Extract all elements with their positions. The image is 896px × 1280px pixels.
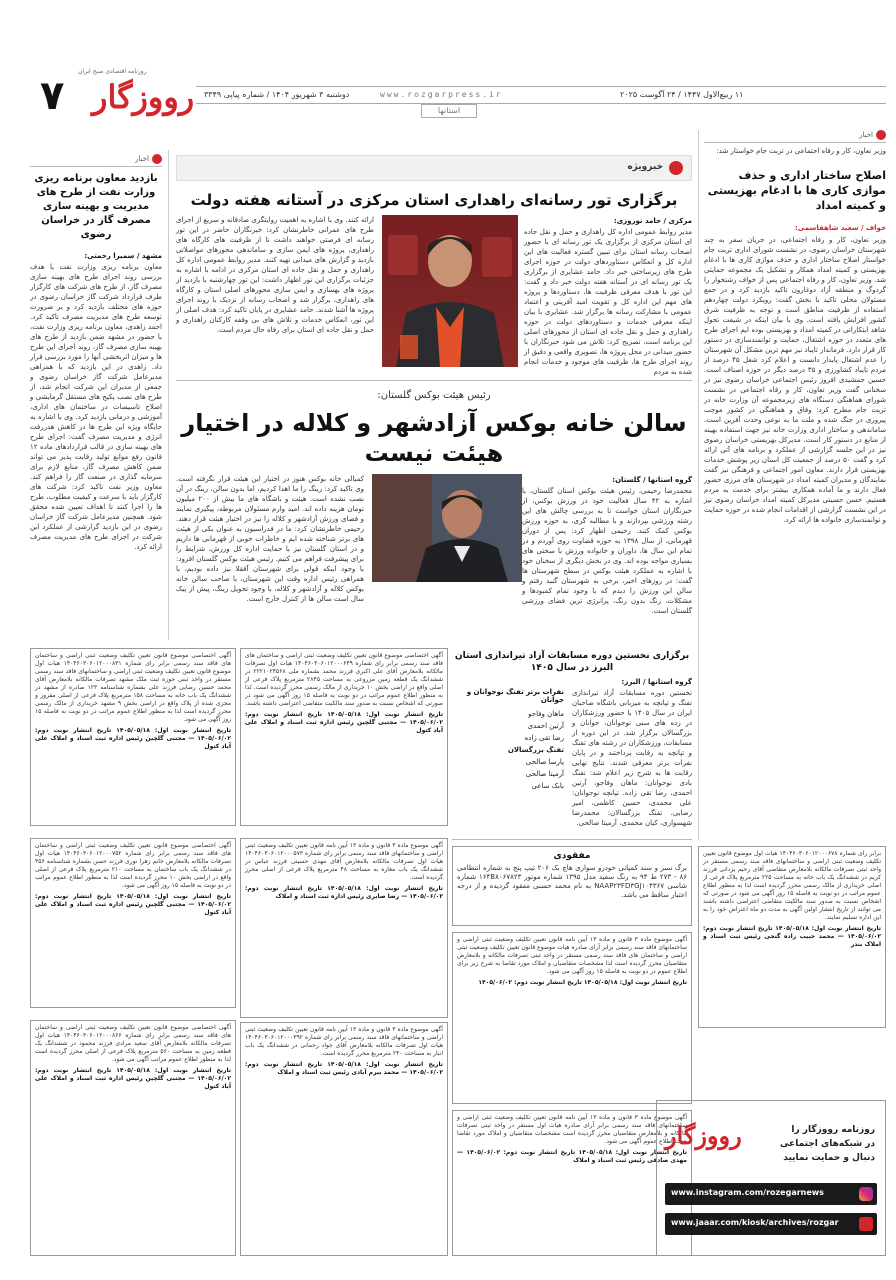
results-title: نفرات برتر تفنگ نوجوانان و جوانان — [466, 688, 564, 704]
promo-logo: رووزگار — [665, 1121, 742, 1150]
section-tag-label: اخبار — [859, 131, 873, 139]
logo: رووزگار — [92, 78, 195, 116]
byline: خواف / سعید شاهقاسمی: — [794, 224, 886, 232]
lead-tag — [176, 155, 692, 181]
lost-notice-body: برگ سبز و سند کمپانی خودرو سواری هاچ بک ۲۰۶ تیپ پنج به شماره انتظامی ۸۶ - ۲۷۳ ط ۹۴ به رنگ سفید مدل ۱۳۹۵ شماره موتور ۱۶۴B۸۰۶۷۸۲۳ شماره شاسی NAAP۲۳FD۳GJ۱۰۴۳۶۷ به نام محمد حسنی مفقود گردیده و از درجه اعتبار ساقط می باشد. — [457, 864, 687, 899]
boxing-story — [176, 390, 692, 636]
instagram-row[interactable] — [665, 1183, 877, 1205]
story-photo — [382, 215, 518, 367]
byline: گروه استانها / گلستان: — [612, 476, 692, 484]
photo-caption: کمبالی خانه بوکس هنوز در اختیار این هیئت قرار نگرفته است. وی تاکید کرد: رینگ را ما اهدا کردیم، اما بدون سالن، رینگ در آن نصب نشده است. هیئت و باشگاه های ما بیش از ۲۰۰ میلیون تومان هزینه داده اند. امید وارم مسئولان مربوطه، پیگیری نمایند و فضای ورزش آزادشهر و کلاله را نیز در اختیار هیئت قرار دهند. رحیمی خاطرنشان کرد: ما در فدراسیون به عنوان یکی از هیئت های برتر شناخته شده ایم و خاطرات خوبی از قهرمانی ها داریم و در استان گلستان نیز با حمایت اداره کل ورزش، شرایط را برای پیشرفت فراهم می کنیم. رئیس هیئت بوکس گلستان افزود: با وجود اینکه قولی برای شهرستان آققلا نیز داده بودیم، با همراهی رئیس اداره وقت این شهرستان، با صاحب سالن خانه بوکس کلاله و آزادشهر و کلاله، با وجود تحویل رینگ، پیش از پیک سال است سالن ها از کنترل خارج است. — [176, 475, 364, 603]
body-right: مدیر روابط عمومی اداره کل راهداری و حمل و نقل جاده ای استان مرکزی از برگزاری یک تور رسانه ای با حضور اصحاب رسانه استان برای تبیین گستره فعالیت های این اداره کل و انعکاس دستاوردهای دولت در حوزه اجرای طرح های زیرساختی خبر داد. حامد عشایری از برگزاری یک تور رسانه ای در آستانه هفته دولت خبر داد و گفت: این تور با هدف معرفی ظرفیت ها، دستاوردها و پروژه های مهم این اداره کل و تقویت امید آفرینی و اعتماد عمومی با مشارکت رسانه ها برگزار شد. عشایری با بیان اینکه معرفی خدمات و دستاوردهای دولت در حوزه راهداری و حمل و نقل جاده ای استان از محورهای اصلی این برنامه است، تصریح کرد: تلاش می شود خبرنگاران با حضور میدانی در محل پروژه ها، تصویری واقعی و دقیق از روند اجرای طرح ها، ظرفیت های موجود و خدمات انجام شده به مردم — [524, 228, 692, 376]
story-photo — [372, 474, 522, 582]
jaaar-icon — [859, 1217, 873, 1231]
instagram-icon — [859, 1187, 873, 1201]
tag-icon — [152, 154, 162, 164]
result-item: رضا تقی زاده — [524, 734, 564, 742]
legal-notice: آگهی اختصاصی موضوع قانون تعیین تکلیف وضعیت ثبتی اراضی و ساختمان های فاقد سند رسمی برابر رای شماره ۱۴۰۴۶۰۳۰۶۰۱۲۰۰۰۷۵۲ هیات اول تصرفات مالکانه بلامعارض خانم زهرا نوری فرزند حسن بشماره شناسنامه ۴۵۶ در ششدانگ یک باب ساختمان به مساحت ۲۱۰ مترمربع پلاک فرعی از اصلی واقع در اراضی بخش ۱۰ محرز گردیده است لذا به منظور اطلاع عموم مراتب در دو نوبت به فاصله ۱۵ روز آگهی می شود. تاریخ انتشار نوبت اول: ۱۴۰۵/۰۵/۱۸ تاریخ انتشار نوبت دوم: ۱۴۰۵/۰۶/۰۲ — مجتبی گلچین رئیس اداره ثبت اسناد و املاک علی آباد کتول — [30, 838, 236, 1008]
legal-notice: آگهی موضوع ماده ۳ قانون و ماده ۱۳ آیین نامه قانون تعیین تکلیف وضعیت ثبتی اراضی و ساختمانهای فاقد سند رسمی برابر آرای صادره هیات اول مستقر در واحد ثبتی تصرفات مالکانه و بلامعارض متقاضیان محرز گردیده است مشخصات متقاضیان و املاک مورد تقاضا جهت اطلاع عموم آگهی می شود. تاریخ انتشار نوبت اول: ۱۴۰۵/۰۵/۱۸ تاریخ انتشار نوبت دوم: ۱۴۰۵/۰۶/۰۲ — مهدی صادقی رئیس ثبت اسناد و املاک — [452, 1110, 692, 1256]
legal-notice: آگهی اختصاصی موضوع قانون تعیین تکلیف وضعیت ثبتی اراضی و ساختمان های فاقد سند رسمی برابر رای شماره ۱۴۰۴۶۰۳۰۶۰۱۲۰۰۰۸۶۶ هیات اول تصرفات مالکانه بلامعارض آقای سعید مرادی فرزند محمود در ششدانگ یک قطعه زمین به مساحت ۵۶۰ مترمربع پلاک فرعی از اصلی محرز گردیده است لذا به منظور اطلاع عموم مراتب آگهی می شود. تاریخ انتشار نوبت اول: ۱۴۰۵/۰۵/۱۸ تاریخ انتشار نوبت دوم: ۱۴۰۵/۰۶/۰۲ — مجتبی گلچین رئیس اداره ثبت اسناد و املاک علی آباد کتول — [30, 1020, 236, 1256]
kicker: رئیس هیئت بوکس گلستان: — [377, 390, 491, 401]
left-column — [30, 154, 162, 644]
body-right: محمدرضا رحیمی، رئیس هیئت بوکس استان گلستان، با اشاره به ۴۲ سال فعالیت خود در ورزش بوکس، از خبرنگاران استان خواست تا به بررسی چالش های این رشته ورزشی بپردازند و با مطالبه گری، به حوزه ورزش بوکس کمک کنند. رحیمی اظهار کرد: پس از دوران قهرمانی، از سال ۱۳۹۸ به حوزه قضاوت روی آوردم و در تمام این سال ها، داوران و خانواده ورزش با سختی های بسیاری مواجه بوده اند. وی در بخش دیگری از سخنان خود با اشاره به عملکرد هیئت بوکس در سطح شهرستان ها گفت: در روزهای اخیر، برخی به شهرستان گنبد رفتم و سالن این ورزش را دیدم که با وجود تمام کمبودها و مشکلات، رنگ بدون رنگ، پرانرژی ترین فضای ورزشی گلستان است. — [522, 487, 693, 615]
result-item: ماهان وفاجو — [528, 710, 564, 718]
tag-icon — [876, 130, 886, 140]
headline: برگزاری تور رسانه‌ای راهداری استان مرکزی در آستانه هفته دولت — [190, 191, 678, 209]
headline: سالن خانه بوکس آزادشهر و کلاله در اختیار هیئت نیست — [181, 409, 687, 467]
lead-story — [176, 155, 692, 376]
lost-notice — [452, 846, 692, 926]
section-label: استانها — [421, 104, 477, 118]
section-tag — [859, 130, 886, 140]
website: www.rozgarpress.ir — [380, 90, 503, 99]
byline: مشهد / سمیرا رحمتی: — [84, 252, 162, 260]
result-item: آرتین احمدی — [527, 722, 564, 730]
page-number: ۷ — [40, 73, 65, 119]
legal-notice: آگهی اختصاصی موضوع قانون تعیین تکلیف وضعیت ثبتی اراضی و ساختمان های فاقد سند رسمی برابر رای شماره ۱۴۰۴۶۰۳۰۶۰۱۲۰۰۰۸۳۱ هیات اول موضوع قانون تعیین تکلیف وضعیت ثبتی اراضی و ساختمانهای فاقد سند رسمی مستقر در واحد ثبتی حوزه ثبت ملک مشهد تصرفات مالکانه بلامعارض آقای محمد حسین رضایی فرزند علی بشماره شناسنامه ۱۲۳ صادره از مشهد در ششدانگ یک باب خانه به مساحت ۱۵۸ مترمربع پلاک فرعی از اصلی مفروز و مجزی شده از پلاک واقع در اراضی بخش ۹ مشهد خریداری از مالک رسمی محرز گردیده است لذا به منظور اطلاع عموم مراتب در دو نوبت به فاصله ۱۵ روز آگهی می شود. تاریخ انتشار نوبت اول: ۱۴۰۵/۰۵/۱۸ تاریخ انتشار نوبت دوم: ۱۴۰۵/۰۶/۰۲ — مجتبی گلچین رئیس اداره ثبت اسناد و املاک علی آباد کتول — [30, 648, 236, 826]
right-column — [704, 130, 886, 840]
legal-notice: برابر رای شماره ۱۴۰۴۶۰۳۰۶۰۱۲۰۰۰۶۷۸ هیات اول موضوع قانون تعیین تکلیف وضعیت ثبتی اراضی و ساختمانهای فاقد سند رسمی مستقر در واحد ثبتی تصرفات مالکانه بلامعارض متقاضی آقای رحیم یزدانی فرزند کریم در ششدانگ یک باب خانه به مساحت ۲۲۵ مترمربع پلاک فرعی از اصلی خریداری از مالک رسمی محرز گردیده است لذا به منظور اطلاع عموم مراتب در دو نوبت به فاصله ۱۵ روز آگهی می شود در صورتی که اشخاص نسبت به صدور سند مالکیت متقاضی اعتراضی داشته باشند می توانند از تاریخ انتشار اولین آگهی به مدت دو ماه اعتراض خود را به این اداره تسلیم نمایند. تاریخ انتشار نوبت اول: ۱۴۰۵/۰۵/۱۸ تاریخ انتشار نوبت دوم: ۱۴۰۵/۰۶/۰۲ — محمد حبیب زاده گنجی رئیس ثبت اسناد و املاک بندر — [698, 846, 886, 1028]
result-item: تفنگ بزرگسالان — [507, 746, 564, 754]
legal-notice: آگهی موضوع ماده ۳ قانون و ماده ۱۳ آیین نامه قانون تعیین تکلیف وضعیت ثبتی اراضی و ساختمانهای فاقد سند رسمی برابر رای شماره ۱۴۰۴۶۰۳۰۶۰۱۲۰۰۰۵۷۳ هیات اول تصرفات مالکانه بلامعارض آقای مهدی حسینی فرزند عباس در ششدانگ یک باب مغازه به مساحت ۴۸ مترمربع پلاک فرعی از اصلی محرز گردیده است. تاریخ انتشار نوبت اول: ۱۴۰۵/۰۵/۱۸ تاریخ انتشار نوبت دوم: ۱۴۰۵/۰۶/۰۲ — رضا صابری رئیس اداره ثبت اسناد و املاک — [240, 838, 448, 1018]
jaaar-row[interactable] — [665, 1213, 877, 1235]
promo-line-1: روزنامه رووزگار را — [791, 1125, 875, 1135]
masthead — [0, 60, 896, 122]
result-item: بابک ساعی — [531, 782, 564, 790]
headline: اصلاح ساختار اداری و حذف موازی کاری ها با ادغام بهزیستی و کمیته امداد — [707, 169, 886, 212]
jaaar-link[interactable]: www.jaaar.com/kiosk/archives/rozgar — [671, 1218, 839, 1227]
lead-tag-label: خبرویژه — [627, 162, 663, 172]
promo-line-2: در شبکه‌های اجتماعی — [779, 1139, 875, 1149]
body-text: نخستین دوره مسابقات آزاد تیراندازی تفنگ و تپانچه به میزبانی باشگاه صاحبان ایران در سال ۱۴۰۵ با حضور ورزشکاران در رده های سنی نوجوانان، جوانان و بزرگسالان برگزار شد. در این دوره از مسابقات، ورزشکاران در رشته های تفنگ و تپانچه به رقابت پرداختند و در پایان نفرات برتر معرفی شدند. نتایج نهایی رقابت ها به شرح زیر اعلام شد: تفنگ بادی نوجوانان: ماهان وفاجو، آرتین احمدی، رضا تقی زاده. تپانچه نوجوانان: علی محمدی، حسین کاظمی، امیر رضایی. تفنگ بزرگسالان: محمدرضا شهسواری، کیان محمدی، آرمیتا صالحی. — [572, 689, 692, 827]
lost-notice-title: مفقودی — [553, 851, 591, 861]
result-item: آرمیتا صالحی — [525, 770, 564, 778]
headline: بازدید معاون برنامه ریزی وزارت نفت از طرح های مدیریت و بهینه سازی مصرف گاز در خراسان رضوی — [34, 173, 158, 240]
legal-notice: آگهی اختصاصی موضوع قانون تعیین تکلیف وضعیت ثبتی اراضی و ساختمان های فاقد سند رسمی برابر رای شماره ۱۴۰۴۶۰۳۰۶۰۱۲۰۰۰۶۴۹ هیات اول تصرفات مالکانه بلامعارض آقای علی اکبری فرزند محمد بشماره ملی ۲۲۲۱۰۲۴۵۶۸ در ششدانگ یک قطعه زمین مزروعی به مساحت ۲۸۴۵ مترمربع پلاک فرعی از اصلی واقع در اراضی بخش ۱۰ خریداری از مالک رسمی محرز گردیده است. لذا به منظور اطلاع عموم مراتب در دو نوبت به فاصله ۱۵ روز آگهی می شود در صورتی که اشخاص نسبت به صدور سند مالکیت متقاضی اعتراضی داشته باشند. تاریخ انتشار نوبت اول: ۱۴۰۵/۰۵/۱۸ تاریخ انتشار نوبت دوم: ۱۴۰۵/۰۶/۰۲ — مجتبی گلچین رئیس اداره ثبت اسناد و املاک علی آباد کتول — [240, 648, 448, 826]
legal-notice: آگهی موضوع ماده ۳ قانون و ماده ۱۳ آیین نامه قانون تعیین تکلیف وضعیت ثبتی اراضی و ساختمانهای فاقد سند رسمی برابر رای شماره ۱۴۰۴۶۰۳۰۶۰۱۲۰۰۰۳۹۲ هیات اول تصرفات مالکانه بلامعارض آقای جواد رحمانی در ششدانگ یک باب انبار به مساحت ۲۴۰ مترمربع محرز گردیده است. تاریخ انتشار نوبت اول: ۱۴۰۵/۰۵/۱۸ تاریخ انتشار نوبت دوم: ۱۴۰۵/۰۶/۰۲ — محمد بیرم آبادی رئیس ثبت اسناد و املاک — [240, 1022, 448, 1256]
tag-icon — [669, 161, 683, 175]
results-box — [452, 688, 564, 836]
promo-line-3: دنبال و حمایت نمایید — [783, 1153, 875, 1163]
body-text: معاون برنامه ریزی وزارت نفت با هدف بررسی روند اجرای طرح های بهینه سازی مصرف گاز، از طرح های شرکت های کارگزار طرف قرارداد شرکت گاز خراسان رضوی در حوزه های مختلف بازدید کرد و بر ضرورت توسعه طرح های مدیریت مصرف تاکید کرد. احمد زاهدی، معاون برنامه ریزی وزارت نفت، با حضور در مشهد ضمن بازدید از طرح های بهینه سازی مصرف گاز، روند اجرای این طرح ها و میزان اثربخشی آنها را مورد بررسی قرار داد. زاهدی در این بازدید که با همراهی مدیرعامل شرکت گاز خراسان رضوی و جمعی از مدیران این شرکت انجام شد، از طرح های نصب پکیج های مستقل گرمایشی و اصلاح تاسیسات در ساختمان های اداری، آموزشی و درمانی بازدید کرد. وی با اشاره به جایگاه ویژه این طرح ها در کاهش هدررفت انرژی و مدیریت مصرف گفت: اجرای طرح های بهینه سازی در قالب قراردادهای ماده ۱۲ قانون رفع موانع تولید رقابت پذیر می تواند ضمن کاهش مصرف گاز، منابع لازم برای سرمایه گذاری در صنعت گاز را فراهم کند. معاون وزیر نفت تاکید کرد: شرکت های کارگزار باید با سرعت و کیفیت مطلوب، طرح ها را اجرا کنند تا اهداف تعیین شده محقق شود. همچنین مدیرعامل شرکت گاز خراسان رضوی در این بازدید گزارشی از عملکرد این شرکت در اجرای طرح های مدیریت مصرف ارائه کرد. — [30, 263, 162, 551]
byline: مرکزی / حامد نوروزی: — [613, 217, 692, 225]
legal-notice: آگهی موضوع ماده ۳ قانون و ماده ۱۳ آیین نامه قانون تعیین تکلیف وضعیت ثبتی اراضی و ساختمانهای فاقد سند رسمی برابر آرای صادره هیات موضوع قانون تعیین تکلیف وضعیت ثبتی اراضی و ساختمان های فاقد سند رسمی مستقر در واحد ثبتی تصرفات مالکانه و بلامعارض متقاضیان محرز گردیده است لذا مشخصات متقاضیان و املاک مورد تقاضا به شرح زیر برای اطلاع عموم در دو نوبت به فاصله ۱۵ روز آگهی می شود. تاریخ انتشار نوبت اول: ۱۴۰۵/۰۵/۱۸ تاریخ انتشار نوبت دوم: ۱۴۰۵/۰۶/۰۲ — [452, 932, 692, 1104]
byline: گروه استانها / البرز: — [621, 678, 692, 686]
section-tag-label: اخبار — [135, 155, 149, 163]
instagram-link[interactable]: www.instagram.com/rozegarnews — [671, 1188, 824, 1197]
kicker: وزیر تعاون، کار و رفاه اجتماعی در تربت جام خواستار شد: — [716, 147, 886, 155]
result-item: پارسا صالحی — [525, 758, 564, 766]
tagline: روزنامه اقتصادی صبح ایران — [78, 68, 147, 75]
body-text: وزیر تعاون، کار و رفاه اجتماعی، در جریان سفر به چند شهرستان خراسان رضوی، در نشست شورای اداری تربت جام خواستار اصلاح ساختار اداری و حذف موازی کاری ها با ادغام بهزیستی و کمیته امداد همکار و تشکیل یک مجموعه حمایتی شد. وزیر تعاون، کار و رفاه اجتماعی پس از خواف رشتخوار را گردوگ و منطقه آزاد دوغارون تاکید بازدید کرد و در جمع مسئولان محلی تاکید با بخش گفت: رویکرد دولت چهاردهم استفاده از ظرفیت مناطق است و توجه به ظرفیت شرق کشور افزایش یافته است. وی با بیان اینکه در شیفت تحول شاهد ابتکاراتی در کمیته امداد و بهزیستی بوده ایم اجرای طرح های متعدد در حوزه اشتغال، حمایت و توانمندسازی در دستور کار قرار دارد. فرماندار تایباد نیز مهم ترین مشکل آن شهرستان را عدم اشتغال پایدار دانست و اعلام کرد شغل ۴۵ درصد از مردم تایباد کشاورزی و ۳۵ درصد دیگر در حوزه اصناف است. حسین جمشیدی افروز رئیس اجتماعی خراسان رضوی نیز در سخنانی گفت وزیر تعاون، کار و رفاه اجتماعی در نشست شورای هماهنگی دستگاه های زیرمجموعه آن وزارت خانه در تربت جام مطرح کرد: وفاق و هماهنگی در کشور موجب پیروزی در جنگ شده و ملت ما به نوعی وحدت آفرین است. ساماندهی و ساختار اداری وزارت خانه نیز جهت استفاده بهینه از منابع در دستور کار است. مدیرکل بهزیستی خراسان رضوی نیز در این جلسه گزارشی از عملکرد و برنامه های آتی ارائه کرد و گفت ۵۰ درصد از جمعیت کل استان زیر پوشش خدمات بهزیستی قرار دارند. معاون امور اجتماعی و فرهنگی نیز گفت نمایندگان و مدیران کمیته امداد در شهرستان های مرزی حضور فعال دارند و ما آماده همکاری بیشتر برای خدمت به مردم هستیم. حسن حسینی مدیرکل کمیته امداد خراسان رضوی نیز در این نشست گزارشی از اقدامات انجام شده در حوزه حمایت و توانمندسازی خانواده ها ارائه کرد. — [704, 236, 887, 524]
body-left: ارائه کنند. وی با اشاره به اهمیت روایتگری صادقانه و سریع از اجرای طرح های عمرانی خاطرنشان کرد: خبرنگاران حاضر در این تور رسانه ای فرصتی خواهند داشت تا از ظرفیت های کارگاه های راهداری، پروژه های ایمن سازی و ساماندهی محورهای مواصلاتی بازدید و گزارش های میدانی تهیه کنند. مدیر روابط عمومی اداره کل راهداری و حمل و نقل جاده ای استان مرکزی در ادامه با اشاره به جزئیات برگزاری این تور اظهار داشت: این تور چهارشنبه با بازدید از پروژه های بهسازی و ایمن سازی محورهای اصلی استان و کارگاه های راهداری، برگزار شد و اصحاب رسانه از نزدیک با روند اجرای پروژه ها آشنا شدند. حامد عشایری در پایان تاکید کرد: هدف اصلی از این تور، انعکاس خدمات و تلاش های بی وقفه کارکنان راهداری و حمل و نقل جاده ای استان برای رفاه حال مردم است. — [176, 216, 374, 334]
headline: برگزاری نخستین دوره مسابقات آزاد تیراندازی استان البرز در سال ۱۴۰۵ — [454, 651, 690, 673]
issue-line: دوشنبه ۳ شهریور ۱۴۰۴ / شماره پیاپی ۳۳۴۹ — [204, 90, 350, 99]
promo-box — [656, 1100, 886, 1256]
date-line: ۱۱ ربیع‌الاول ۱۴۴۷ / ۲۴ آگوست ۲۰۲۵ — [620, 90, 744, 99]
section-tag — [135, 154, 162, 164]
archery-story — [452, 648, 692, 840]
